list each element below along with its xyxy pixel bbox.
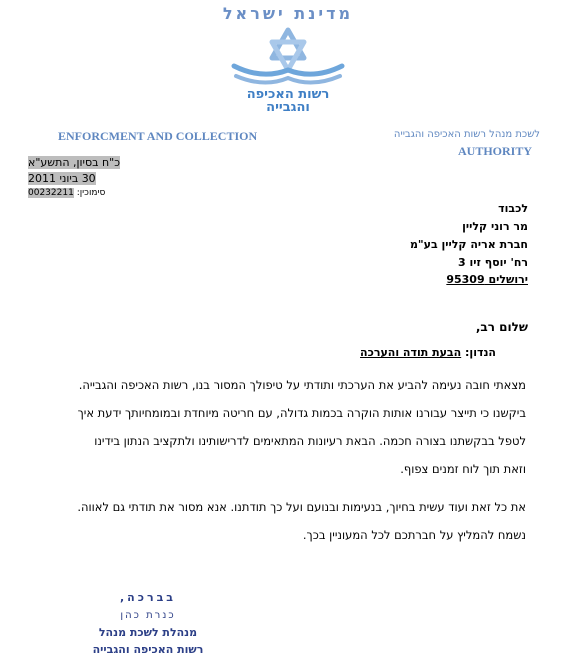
english-org-name: ENFORCMENT AND COLLECTION	[58, 129, 258, 143]
reference	[28, 188, 105, 198]
recipient-company: חברת אריה קליין בע"מ	[409, 238, 528, 251]
greeting: שלום רב,	[475, 320, 528, 334]
body-paragraph-1: מצאתי חובה נעימה להביע את הערכתי ותודתי על טיפולך המסור בנו, רשות האכיפה והגבייה.	[78, 378, 526, 392]
signature-title-line2: רשות האכיפה והגבייה	[92, 643, 204, 656]
gregorian-date: 30 ביוני 2011	[28, 172, 96, 185]
subject-label: הנדון:	[465, 346, 496, 359]
recipient-city: ירושלים 95309	[446, 273, 528, 286]
body-paragraph-2-line-1: ביקשנו כי תייצר עבורנו אותות הוקרה בכמות גדולה, עם חריטה מיוחדת ובמומחיותך ידעת איך	[77, 406, 526, 420]
body-paragraph-4: נשמח להמליץ על חברתכם לכל המעוניין בכך.	[302, 528, 526, 542]
signature-title-line1: מנהלת לשכת מנהל	[98, 626, 198, 639]
body-paragraph-2-line-3: וזאת תוך לוח זמנים צפוף.	[400, 462, 526, 476]
office-name: לשכת מנהל רשות האכיפה והגבייה	[393, 129, 540, 140]
hebrew-date: כ"ח בסיון, התשע"א	[28, 156, 121, 169]
state-name: מדינת ישראל	[222, 4, 354, 23]
reference-number: 00232211	[28, 188, 74, 198]
reference-label: סימוכין:	[76, 188, 106, 198]
english-org-name-authority: AUTHORITY	[458, 144, 533, 158]
signature-name: כנרת כהן	[120, 610, 176, 621]
star-of-david-logo-icon	[226, 26, 350, 88]
body-paragraph-3: את כל זאת ועוד עשית בחיוך, בנעימות ובנועם ועל כך תודתנו. אנא מסור את תודתי גם לאווה.	[77, 500, 526, 514]
org-name	[0, 88, 576, 114]
signature-closing: בברכה,	[119, 591, 176, 604]
recipient-street: רח' יוסף זיו 3	[457, 256, 528, 269]
recipient-name: מר רוני קליין	[462, 220, 528, 233]
recipient-salutation: לכבוד	[498, 202, 528, 215]
org-name-line1: רשות האכיפה	[246, 87, 330, 102]
subject-title: הבעת תודה והערכה	[360, 346, 462, 359]
subject-line	[360, 346, 496, 359]
org-name-line2: והגבייה	[266, 100, 310, 115]
body-paragraph-2-line-2: לטפל בבקשתנו בצורה חכמה. הבאת רעיונות המתאימים לדרישותינו ולתקציב הנתון בידינו	[94, 434, 526, 448]
